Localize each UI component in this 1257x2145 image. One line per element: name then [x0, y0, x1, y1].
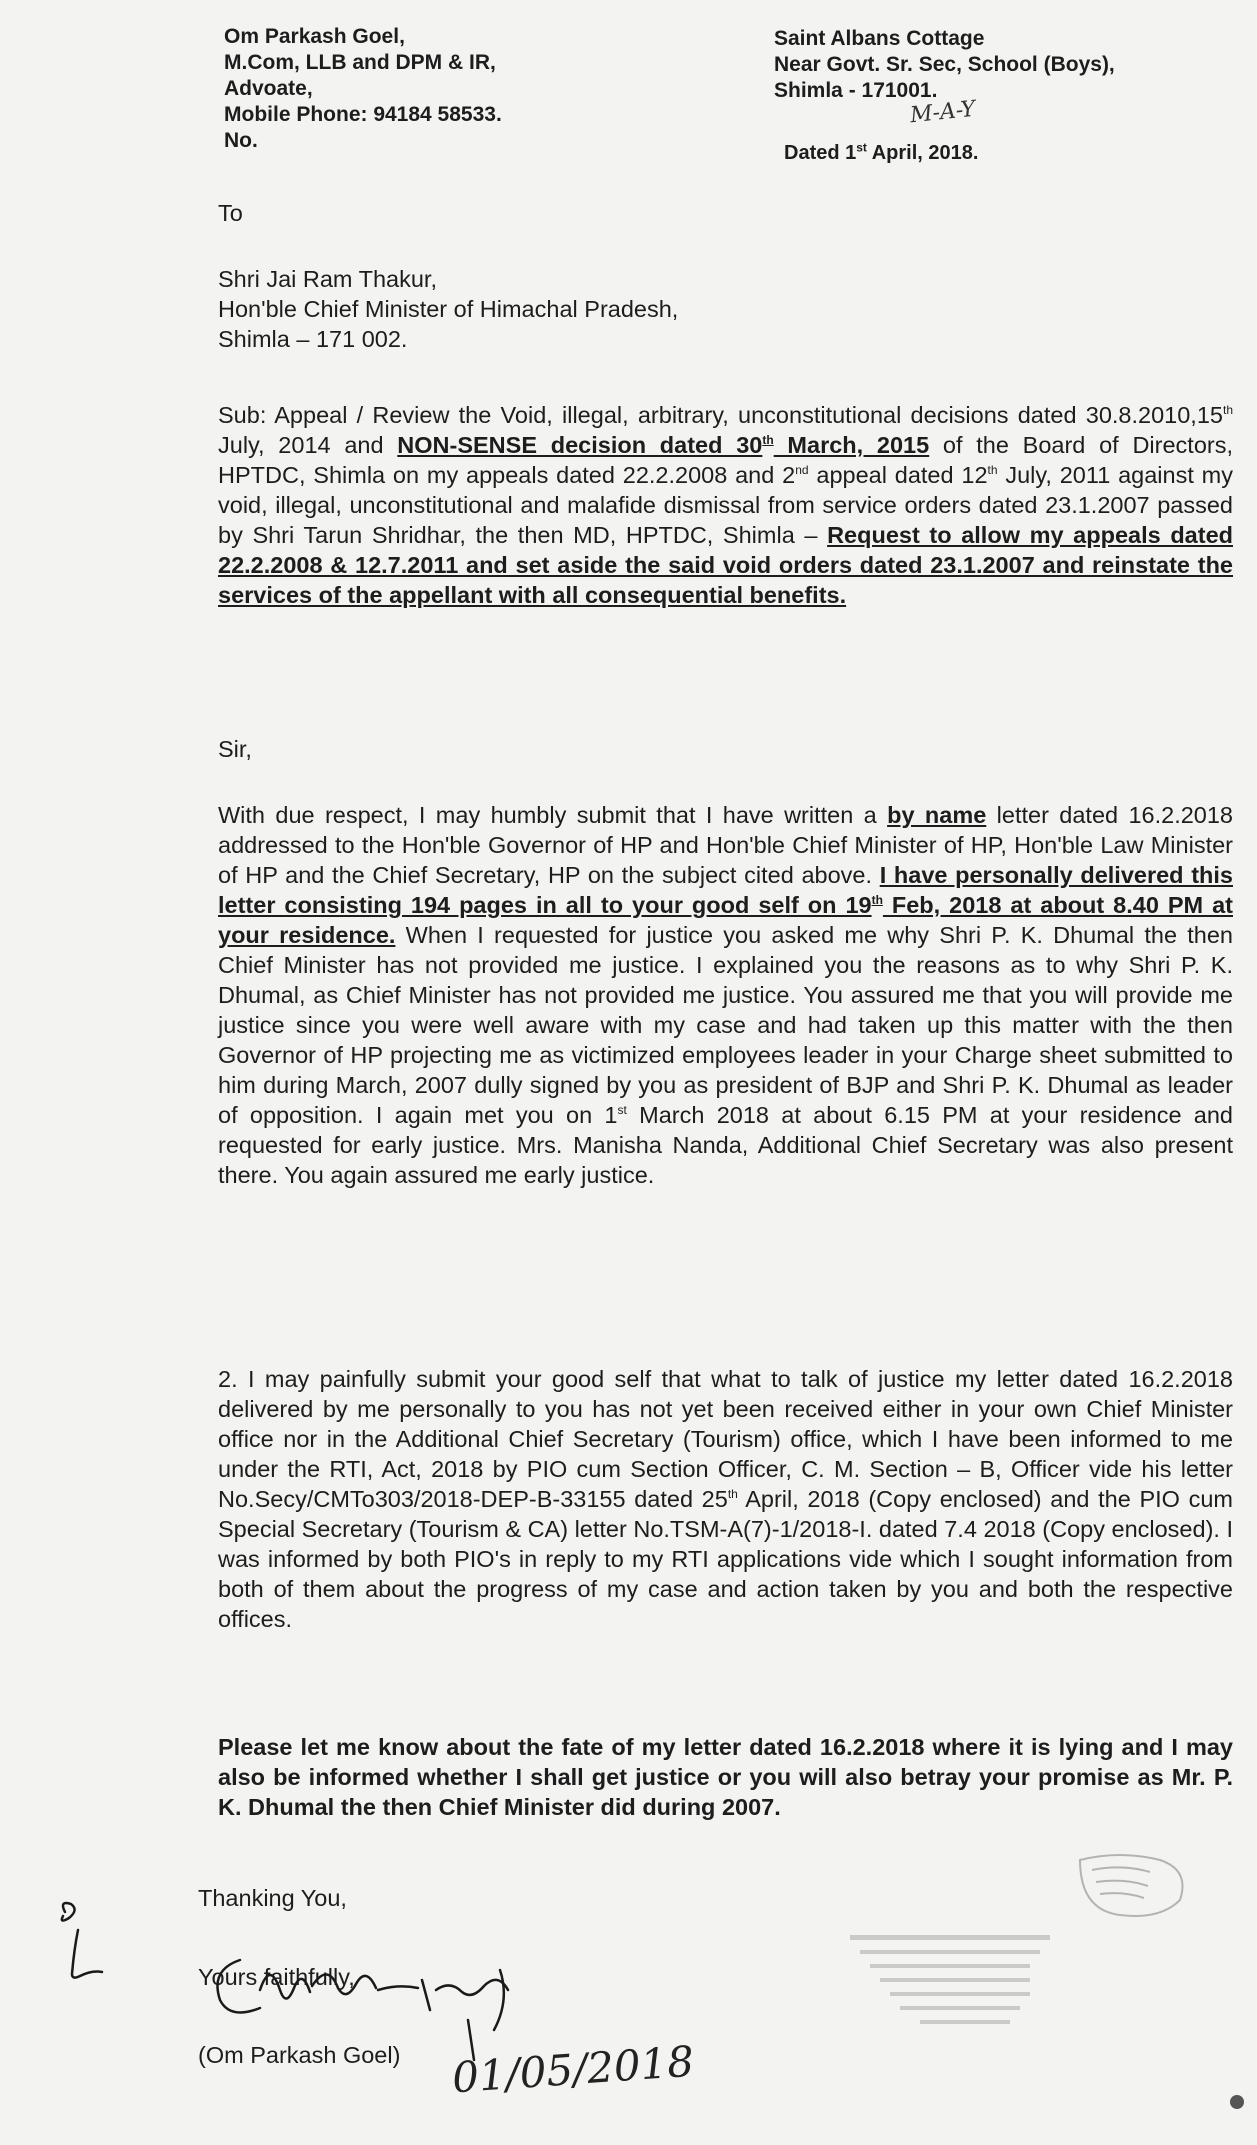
letter-date: Dated 1st April, 2018.	[784, 140, 979, 164]
recipient-city: Shimla – 171 002.	[218, 326, 408, 352]
struck-month: April, 2018.	[866, 142, 979, 164]
recipient-name: Shri Jai Ram Thakur,	[218, 266, 437, 292]
sender-name: Om Parkash Goel,	[224, 25, 405, 48]
handwritten-initials	[30, 1890, 150, 2000]
faded-postal-stamp	[830, 1840, 1250, 2050]
paragraph-3: Please let me know about the fate of my letter dated 16.2.2018 where it is lying and I may also be informed whether I shall get justice or you will also betray your promise as Mr. P. K. Dhumal the then Chief Minister did during 2007.	[218, 1734, 1233, 1820]
recipient-title: Hon'ble Chief Minister of Himachal Pradesh,	[218, 296, 679, 322]
address-line-1: Saint Albans Cottage	[774, 27, 985, 50]
paragraph-2: 2. I may painfully submit your good self that what to talk of justice my letter dated 16.2.2018 delivered by me personally to you has not yet been received either in your own Chief Minister office nor in the Additional Chief Secretary (Tourism) office, which I have been informed to me under the RTI, Act, 2018 by PIO cum Section Officer, C. M. Section – B, Officer vide his letter No.Secy/CMTo303/2018-DEP-B-33155 dated 25th April, 2018 (Copy enclosed) and the PIO cum Special Secretary (Tourism & CA) letter No.TSM-A(7)-1/2018-I. dated 7.4 2018 (Copy enclosed). I was informed by both PIO's in reply to my RTI applications vide which I sought information from both of them about the progress of my case and action taken by you and both the respective offices.	[218, 1366, 1233, 1632]
thanking-you: Thanking You,	[198, 1885, 347, 1911]
sender-address-block	[774, 26, 1115, 104]
yours-faithfully: Yours faithfully,	[198, 1964, 355, 1990]
signatory-name: (Om Parkash Goel)	[198, 2042, 401, 2068]
address-line-3: Shimla - 171001.	[774, 79, 938, 102]
handwritten-month-correction: M-A-Y	[908, 96, 977, 129]
sender-qualifications: M.Com, LLB and DPM & IR,	[224, 51, 496, 74]
sender-block	[224, 24, 502, 154]
to-label: To	[218, 200, 243, 226]
sender-phone: Mobile Phone: 94184 58533.	[224, 103, 502, 126]
subject-paragraph: Sub: Appeal / Review the Void, illegal, arbitrary, unconstitutional decisions dated 30.8.2010,15th July, 2014 and NON-SENSE decision dated 30th March, 2015 of the Board of Directors, HPTDC, Shimla on my appeals dated 22.2.2008 and 2nd appeal dated 12th July, 2011 against my void, illegal, unconstitutional and malafide dismissal from service orders dated 23.1.2007 passed by Shri Tarun Shridhar, the then MD, HPTDC, Shimla – Request to allow my appeals dated 22.2.2008 & 12.7.2011 and set aside the said void orders dated 23.1.2007 and reinstate the services of the appellant with all consequential benefits.	[218, 402, 1233, 608]
sender-profession: Advoate,	[224, 77, 313, 100]
scan-speck	[1230, 2095, 1244, 2109]
paragraph-1: With due respect, I may humbly submit that I have written a by name letter dated 16.2.2018 addressed to the Hon'ble Governor of HP and Hon'ble Chief Minister of HP, Hon'ble Law Minister of HP and the Chief Secretary, HP on the subject cited above. I have personally delivered this letter consisting 194 pages in all to your good self on 19th Feb, 2018 at about 8.40 PM at your residence. When I requested for justice you asked me why Shri P. K. Dhumal the then Chief Minister has not provided me justice. I explained you the reasons as to why Shri P. K. Dhumal, as Chief Minister has not provided me justice. You assured me that you will provide me justice since you were well aware with my case and had taken up this matter with the then Governor of HP projecting me as victimized employees leader in your Charge sheet submitted to him during March, 2007 dully signed by you as president of BJP and Shri P. K. Dhumal as leader of opposition. I again met you on 1st March 2018 at about 6.15 PM at your residence and requested for early justice. Mrs. Manisha Nanda, Additional Chief Secretary was also present there. You again assured me early justice.	[218, 802, 1234, 1188]
address-line-2: Near Govt. Sr. Sec, School (Boys),	[774, 53, 1115, 76]
handwritten-signature-date: 01/05/2018	[450, 2036, 696, 2103]
letter-number: No.	[224, 129, 258, 152]
recipient-block	[218, 264, 1233, 354]
salutation: Sir,	[218, 736, 252, 762]
